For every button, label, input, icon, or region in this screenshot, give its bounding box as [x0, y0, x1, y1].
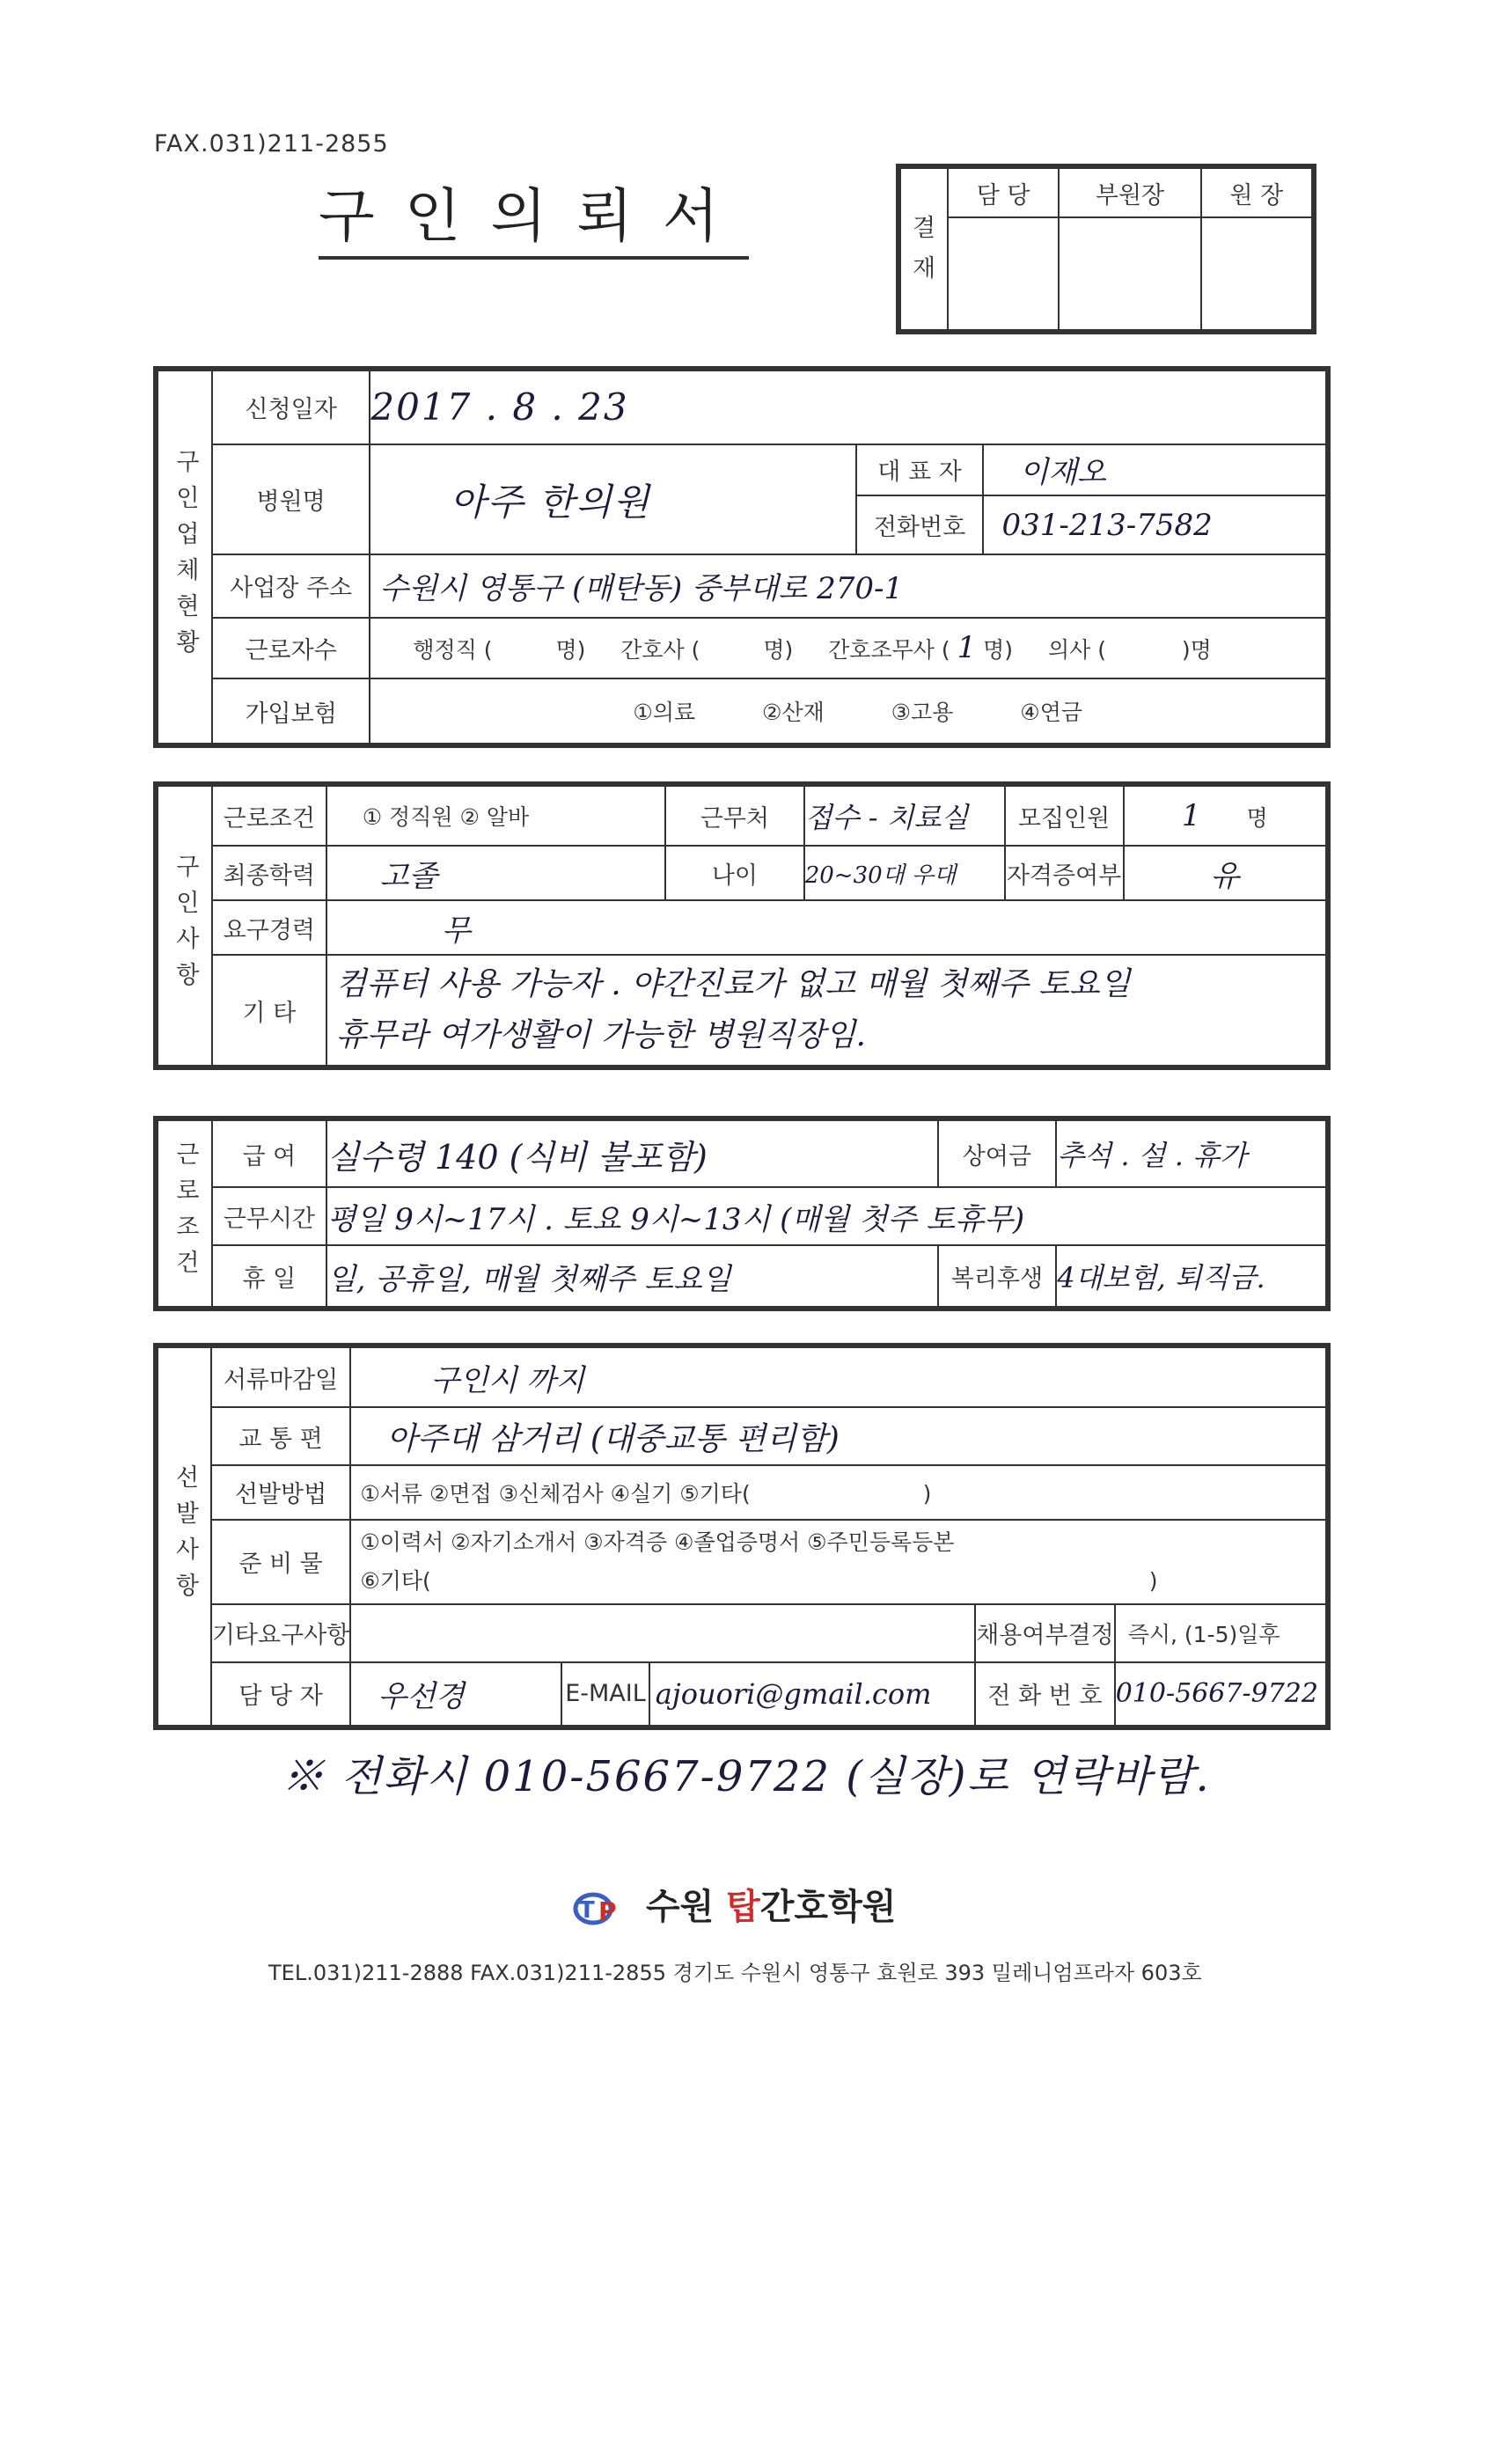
- academy-logo: [572, 1879, 896, 1929]
- license-label: 자격증여부: [1005, 846, 1124, 900]
- insurance-accident-check[interactable]: ②산재: [762, 700, 825, 726]
- insurance-pension-check[interactable]: ④연금: [1020, 700, 1082, 726]
- workers-doctor-unit: )명: [1181, 637, 1212, 664]
- approval-sign-director[interactable]: [1201, 217, 1312, 330]
- career-value[interactable]: 무: [326, 900, 1326, 955]
- svg-text:P: P: [598, 1896, 617, 1925]
- workers-label: 근로자수: [212, 618, 370, 678]
- method-label: 선발방법: [211, 1465, 351, 1520]
- email-label: E-MAIL: [561, 1662, 649, 1726]
- transport-value[interactable]: 아주대 삼거리 (대중교통 편리함): [350, 1407, 1326, 1465]
- workers-aide-unit: 명): [983, 637, 1014, 664]
- transport-label: 교 통 편: [211, 1407, 351, 1465]
- academy-name-highlight: 탑: [726, 1887, 760, 1927]
- company-section: [157, 370, 1327, 744]
- hospital-label: 병원명: [212, 444, 370, 554]
- bonus-label: 상여금: [938, 1120, 1057, 1187]
- insurance-employment-check[interactable]: ③고용: [891, 700, 954, 726]
- workers-aide-count: 1: [957, 630, 977, 666]
- rep-label: 대 표 자: [856, 444, 984, 495]
- career-label: 요구경력: [212, 900, 326, 955]
- docs-label: 준 비 물: [211, 1520, 351, 1604]
- age-label: 나이: [665, 846, 804, 900]
- salary-value[interactable]: 실수령 140 (식비 불포함): [326, 1120, 938, 1187]
- contact-note: ※ 전화시 010-5667-9722 (실장)로 연락바람.: [282, 1752, 1211, 1801]
- workers-nurse-unit: 명): [763, 637, 794, 664]
- condition-label: 근로조건: [212, 786, 326, 846]
- approval-label: 결재: [900, 168, 948, 330]
- headcount-value[interactable]: [1124, 786, 1326, 846]
- address-value[interactable]: 수원시 영통구 (매탄동) 중부대로 270-1: [370, 554, 1326, 618]
- hours-label: 근무시간: [212, 1187, 326, 1245]
- decision-label: 채용여부결정: [975, 1604, 1115, 1662]
- docs-line-2: [360, 1562, 1325, 1601]
- etc-label: 기 타: [212, 955, 326, 1066]
- salary-label: 급 여: [212, 1120, 326, 1187]
- insurance-label: 가입보험: [212, 678, 370, 744]
- manager-label: 담 당 자: [211, 1662, 351, 1726]
- holiday-value[interactable]: 일, 공휴일, 매월 첫째주 토요일: [326, 1245, 938, 1307]
- address-label: 사업장 주소: [212, 554, 370, 618]
- deadline-value[interactable]: 구인시 까지: [350, 1347, 1326, 1407]
- license-value[interactable]: 유: [1124, 846, 1326, 900]
- contact-label: 전 화 번 호: [975, 1662, 1115, 1726]
- other-req-value[interactable]: [350, 1604, 975, 1662]
- age-value[interactable]: 20~30대 우대: [804, 846, 1005, 900]
- decision-value[interactable]: 즉시, (1-5)일후: [1115, 1604, 1326, 1662]
- terms-section: [157, 1119, 1327, 1308]
- manager-value[interactable]: 우선경: [350, 1662, 561, 1726]
- workers-nurse-label: 간호사 (: [620, 637, 700, 664]
- recruit-section: [157, 785, 1327, 1067]
- etc-line-2: 휴무라 여가생활이 가능한 병원직장임.: [335, 1017, 866, 1053]
- approval-col-manager: 담 당: [948, 168, 1059, 217]
- docs-other-open: ⑥기타(: [360, 1567, 431, 1594]
- docs-options[interactable]: [350, 1520, 1326, 1604]
- document-title: 구인의뢰서: [319, 169, 749, 260]
- email-value[interactable]: ajouori@gmail.com: [649, 1662, 976, 1726]
- svg-text:T: T: [579, 1897, 595, 1924]
- education-value[interactable]: 고졸: [326, 846, 665, 900]
- apply-date-value[interactable]: 2017 . 8 . 23: [370, 370, 1326, 444]
- rep-value[interactable]: 이재오: [983, 444, 1326, 495]
- workplace-value[interactable]: 접수 - 치료실: [804, 786, 1005, 846]
- academy-logo-icon: [572, 1889, 634, 1928]
- recruit-section-label: 구인사항: [158, 786, 212, 1066]
- method-options[interactable]: [350, 1465, 1326, 1520]
- docs-other-close: ): [1148, 1567, 1158, 1594]
- education-label: 최종학력: [212, 846, 326, 900]
- condition-options[interactable]: ① 정직원 ② 알바: [326, 786, 665, 846]
- phone-label: 전화번호: [856, 495, 984, 554]
- method-options-close: ): [922, 1480, 932, 1507]
- headcount-label: 모집인원: [1005, 786, 1124, 846]
- workers-admin-unit: 명): [555, 637, 586, 664]
- holiday-label: 휴 일: [212, 1245, 326, 1307]
- phone-value[interactable]: 031-213-7582: [983, 495, 1326, 554]
- workers-aide-label: 간호조무사 (: [828, 637, 950, 664]
- selection-section-label: 선발사항: [158, 1347, 211, 1726]
- fax-number: FAX.031)211-2855: [154, 130, 389, 158]
- headcount-unit: 명: [1246, 805, 1268, 831]
- academy-name-pre: 수원: [645, 1887, 727, 1927]
- approval-col-vice: 부원장: [1059, 168, 1200, 217]
- other-req-label: 기타요구사항: [211, 1604, 351, 1662]
- terms-section-label: 근로조건: [158, 1120, 212, 1307]
- approval-sign-manager[interactable]: [948, 217, 1059, 330]
- footer-address: TEL.031)211-2888 FAX.031)211-2855 경기도 수원시 영통구 효원로 393 밀레니엄프라자 603호: [268, 1961, 1202, 1985]
- workers-admin-label: 행정직 (: [413, 637, 493, 664]
- apply-date-label: 신청일자: [212, 370, 370, 444]
- approval-col-director: 원 장: [1201, 168, 1312, 217]
- etc-line-1: 컴퓨터 사용 가능자 . 야간진료가 없고 매월 첫째주 토요일: [335, 966, 1131, 1002]
- docs-line-1: ①이력서 ②자기소개서 ③자격증 ④졸업증명서 ⑤주민등록등본: [360, 1529, 955, 1555]
- welfare-label: 복리후생: [938, 1245, 1057, 1307]
- insurance-options[interactable]: [370, 678, 1326, 744]
- hospital-value[interactable]: 아주 한의원: [370, 444, 855, 554]
- workers-value[interactable]: [370, 618, 1326, 678]
- workers-doctor-label: 의사 (: [1047, 637, 1106, 664]
- approval-box: [899, 167, 1313, 331]
- approval-sign-vice[interactable]: [1059, 217, 1200, 330]
- selection-section: [157, 1346, 1327, 1727]
- etc-value[interactable]: [326, 955, 1326, 1066]
- insurance-medical-check[interactable]: ①의료: [633, 700, 696, 726]
- hours-value[interactable]: 평일 9시~17시 . 토요 9시~13시 (매월 첫주 토휴무): [326, 1187, 1326, 1245]
- headcount-number: 1: [1181, 798, 1201, 833]
- company-section-label: 구인업체현황: [158, 370, 212, 744]
- contact-value[interactable]: 010-5667-9722: [1115, 1662, 1326, 1726]
- welfare-value[interactable]: 4대보험, 퇴직금.: [1056, 1245, 1326, 1307]
- workplace-label: 근무처: [665, 786, 804, 846]
- academy-name-post: 간호학원: [759, 1887, 897, 1927]
- deadline-label: 서류마감일: [211, 1347, 351, 1407]
- method-options-text: ①서류 ②면접 ③신체검사 ④실기 ⑤기타(: [360, 1480, 751, 1507]
- bonus-value[interactable]: 추석 . 설 . 휴가: [1056, 1120, 1326, 1187]
